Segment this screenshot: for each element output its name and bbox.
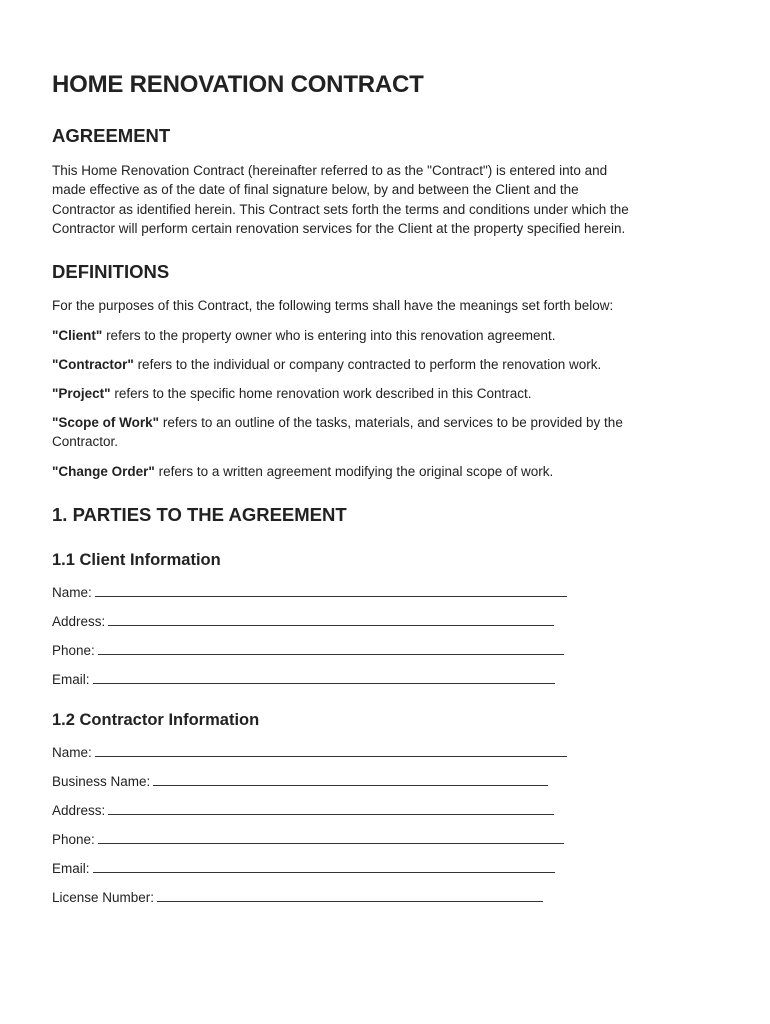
definition-text: refers to a written agreement modifying the original scope of work. (154, 464, 554, 479)
definition-text: refers to the specific home renovation work described in this Contract. (110, 386, 532, 401)
definition-change-order (52, 462, 732, 481)
client-email-field (52, 671, 555, 689)
parties-heading: 1. PARTIES TO THE AGREEMENT (52, 504, 347, 525)
definition-project (52, 384, 732, 403)
definitions-heading: DEFINITIONS (52, 261, 170, 282)
field-label: Email: (52, 861, 90, 876)
field-label: Phone: (52, 832, 95, 847)
field-label: Address: (52, 614, 106, 629)
agreement-line: Contractor as identified herein. This Contract sets forth the terms and conditions under which the (52, 201, 629, 217)
client-info-heading: 1.1 Client Information (52, 551, 221, 569)
client-address-blank[interactable] (108, 613, 554, 626)
definition-scope-of-work (52, 413, 732, 452)
client-name-field (52, 584, 567, 602)
contractor-name-field (52, 744, 567, 762)
contractor-phone-field (52, 831, 564, 849)
contractor-name-blank[interactable] (95, 744, 567, 757)
field-label: License Number: (52, 890, 155, 905)
field-label: Email: (52, 672, 90, 687)
agreement-paragraph (52, 161, 732, 238)
client-name-blank[interactable] (95, 584, 567, 597)
definition-client (52, 326, 732, 345)
contractor-license-number-field (52, 889, 543, 907)
definition-text: refers to an outline of the tasks, materials, and services to be provided by the (159, 415, 623, 430)
contractor-business-name-blank[interactable] (153, 773, 548, 786)
client-email-blank[interactable] (93, 671, 555, 684)
agreement-line: Contractor will perform certain renovation services for the Client at the property specified herein. (52, 220, 626, 236)
contractor-address-field (52, 802, 554, 820)
definition-contractor (52, 355, 732, 374)
contractor-phone-blank[interactable] (98, 831, 564, 844)
contractor-license-number-blank[interactable] (157, 889, 543, 902)
definition-term: "Contractor" (52, 357, 134, 372)
contractor-email-blank[interactable] (93, 860, 555, 873)
contractor-business-name-field (52, 773, 548, 791)
contractor-email-field (52, 860, 555, 878)
contractor-info-heading: 1.2 Contractor Information (52, 711, 260, 729)
definition-term: "Scope of Work" (52, 415, 160, 430)
field-label: Phone: (52, 643, 95, 658)
field-label: Name: (52, 745, 92, 760)
definition-text: refers to the property owner who is entering into this renovation agreement. (102, 328, 556, 343)
field-label: Name: (52, 585, 92, 600)
client-phone-blank[interactable] (98, 642, 564, 655)
definition-text-continued: Contractor. (52, 434, 119, 450)
contractor-address-blank[interactable] (108, 802, 554, 815)
field-label: Business Name: (52, 774, 151, 789)
definition-term: "Client" (52, 328, 103, 343)
client-phone-field (52, 642, 564, 660)
definition-text: refers to the individual or company contracted to perform the renovation work. (133, 357, 602, 372)
definition-term: "Change Order" (52, 464, 155, 479)
client-address-field (52, 613, 554, 631)
field-label: Address: (52, 803, 106, 818)
definition-term: "Project" (52, 386, 111, 401)
agreement-line: made effective as of the date of final signature below, by and between the Client and the (52, 182, 579, 198)
agreement-heading: AGREEMENT (52, 125, 171, 146)
document-title: HOME RENOVATION CONTRACT (52, 71, 424, 98)
definitions-intro: For the purposes of this Contract, the following terms shall have the meanings set forth below: (52, 298, 614, 313)
agreement-line: This Home Renovation Contract (hereinafter referred to as the "Contract") is entered into and (52, 163, 608, 178)
